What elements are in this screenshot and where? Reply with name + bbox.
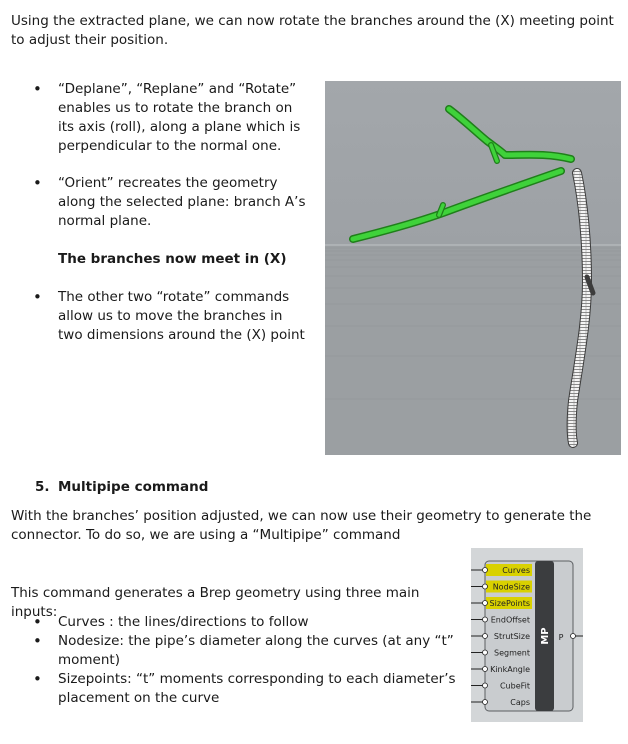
input-port[interactable] bbox=[483, 700, 488, 705]
list-item: • The other two “rotate” commands allow us to move the branches in two dimensions around the (X) point bbox=[11, 288, 311, 345]
section-number: 5. bbox=[35, 479, 50, 495]
bullet-list-mid bbox=[11, 288, 311, 345]
input-port[interactable] bbox=[483, 601, 488, 606]
input-label: StrutSize bbox=[493, 632, 530, 641]
list-item: • “Orient” recreates the geometry along the selected plane: branch A’s normal plane. bbox=[11, 174, 311, 231]
input-label: CubeFit bbox=[499, 681, 530, 691]
list-item: • “Deplane”, “Replane” and “Rotate” enables us to rotate the branch on its axis (roll), along a plane which is perpendicular to the normal one. bbox=[11, 80, 311, 156]
input-label: NodeSize bbox=[492, 582, 530, 592]
bullet-list-inputs bbox=[11, 613, 461, 708]
input-label: SizePoints bbox=[489, 599, 530, 608]
section-title: Multipipe command bbox=[58, 479, 209, 495]
list-item: • Curves : the lines/directions to follow bbox=[11, 613, 461, 632]
rhino-viewport-image bbox=[325, 81, 621, 455]
input-port[interactable] bbox=[483, 683, 488, 688]
input-port[interactable] bbox=[483, 667, 488, 672]
intro-paragraph: Using the extracted plane, we can now rotate the branches around the (X) meeting point to adjust their position. bbox=[11, 13, 614, 48]
input-port[interactable] bbox=[483, 617, 488, 622]
input-label: KinkAngle bbox=[490, 665, 530, 674]
output-label: P bbox=[558, 633, 564, 642]
inputs-paragraph: This command generates a Brep geometry using three main inputs: bbox=[11, 585, 420, 620]
list-item: • Sizepoints: “t” moments corresponding to each diameter’s placement on the curve bbox=[11, 670, 461, 708]
input-label: Curves bbox=[502, 566, 530, 575]
multipipe-paragraph: With the branches’ position adjusted, we can now use their geometry to generate the connector. To do so, we are using a “Multipipe” command bbox=[11, 508, 592, 543]
viewport-sky bbox=[325, 81, 621, 245]
multipipe-component-image bbox=[471, 548, 583, 722]
input-port[interactable] bbox=[483, 650, 488, 655]
list-item: • Nodesize: the pipe’s diameter along the curves (at any “t” moment) bbox=[11, 632, 461, 670]
input-port[interactable] bbox=[483, 584, 488, 589]
input-label: Caps bbox=[510, 698, 530, 707]
input-port[interactable] bbox=[483, 568, 488, 573]
input-port[interactable] bbox=[483, 634, 488, 639]
bold-note: The branches now meet in (X) bbox=[58, 251, 287, 267]
component-nickname: MP bbox=[540, 627, 551, 645]
input-label: Segment bbox=[494, 648, 530, 658]
input-label: EndOffset bbox=[490, 615, 530, 625]
section-heading bbox=[35, 478, 208, 497]
bullet-list-top bbox=[11, 80, 311, 249]
output-port[interactable] bbox=[571, 634, 576, 639]
